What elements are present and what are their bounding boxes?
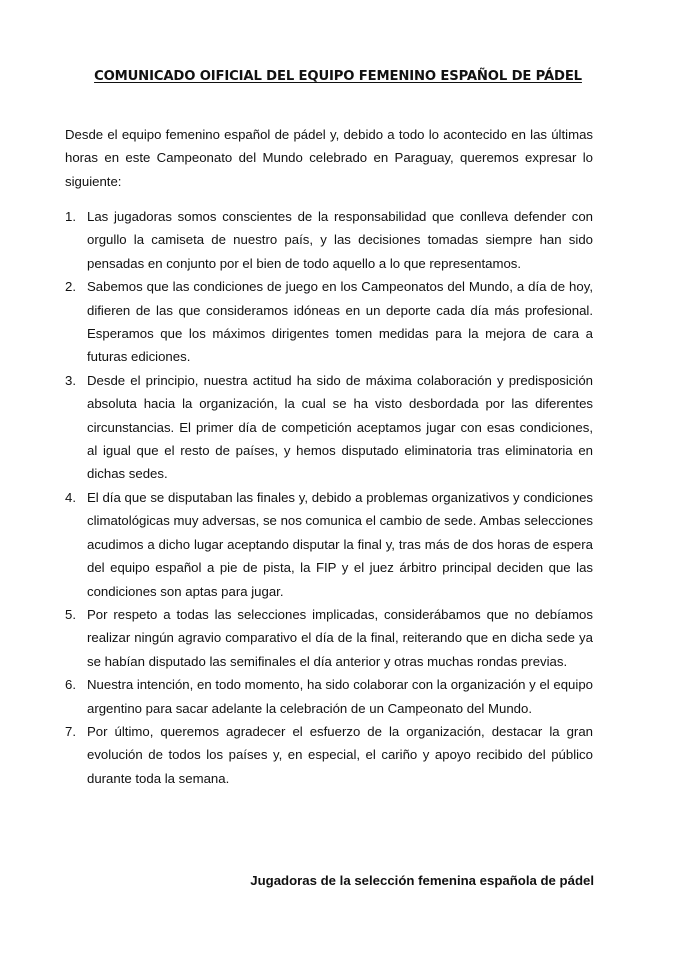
document-title: COMUNICADO OIFICIAL DEL EQUIPO FEMENINO ESPAÑOL DE PÁDEL (94, 69, 582, 84)
list-item-text: Desde el principio, nuestra actitud ha sido de máxima colaboración y predisposición absoluta hacia la organización, la cual se ha visto desbordada por las diferentes circunstancias. El primer día de competición aceptamos jugar con esas condiciones, al igual que el resto de países, y hemos disputado eliminatoria tras eliminatoria en dichas sedes. (87, 372, 593, 482)
list-item (65, 369, 593, 486)
list-item-number: 4. (65, 489, 76, 505)
list-item (65, 275, 593, 369)
list-item-text: Nuestra intención, en todo momento, ha sido colaborar con la organización y el equipo argentino para sacar adelante la celebración de un Campeonato del Mundo. (87, 677, 593, 716)
list-item-number: 2. (65, 279, 76, 295)
list-item (65, 673, 593, 720)
list-item (65, 486, 593, 603)
list-item-number: 7. (65, 723, 76, 739)
signature-line: Jugadoras de la selección femenina española de pádel (250, 873, 594, 888)
list-item (65, 603, 593, 673)
list-item-text: Las jugadoras somos conscientes de la responsabilidad que conlleva defender con orgullo la camiseta de nuestro país, y las decisiones tomadas siempre han sido pensadas en conjunto por el bien de todo aquello a lo que representamos. (87, 209, 593, 271)
intro-paragraph: Desde el equipo femenino español de pádel y, debido a todo lo acontecido en las últimas horas en este Campeonato del Mundo celebrado en Paraguay, queremos expresar lo siguiente: (65, 127, 593, 189)
list-item-text: Por último, queremos agradecer el esfuerzo de la organización, destacar la gran evolución de todos los países y, en especial, el cariño y apoyo recibido del público durante toda la semana. (87, 723, 593, 786)
list-item-number: 3. (65, 372, 76, 388)
list-item-number: 1. (65, 209, 76, 224)
list-item-number: 5. (65, 606, 76, 622)
list-item-text: El día que se disputaban las finales y, debido a problemas organizativos y condiciones climatológicas muy adversas, se nos comunica el cambio de sede. Ambas selecciones acudimos a dicho lugar aceptando disputar la final y, tras más de dos horas de espera del equipo español a pie de pista, la FIP y el juez árbitro principal deciden que las condiciones son aptas para jugar. (87, 489, 593, 599)
numbered-list (65, 205, 593, 790)
list-item-number: 6. (65, 677, 76, 693)
list-item-text: Sabemos que las condiciones de juego en los Campeonatos del Mundo, a día de hoy, difieren de las que consideramos idóneas en un deporte cada día más profesional. Esperamos que los máximos dirigentes tomen medidas para la mejora de cara a futuras ediciones. (87, 279, 593, 365)
list-item-text: Por respeto a todas las selecciones implicadas, considerábamos que no debíamos realizar ningún agravio comparativo el día de la final, reiterando que en dicha sede ya se habían disputado las semifinales el día anterior y otras muchas rondas previas. (87, 606, 593, 669)
list-item (65, 720, 593, 790)
list-item (65, 205, 593, 275)
